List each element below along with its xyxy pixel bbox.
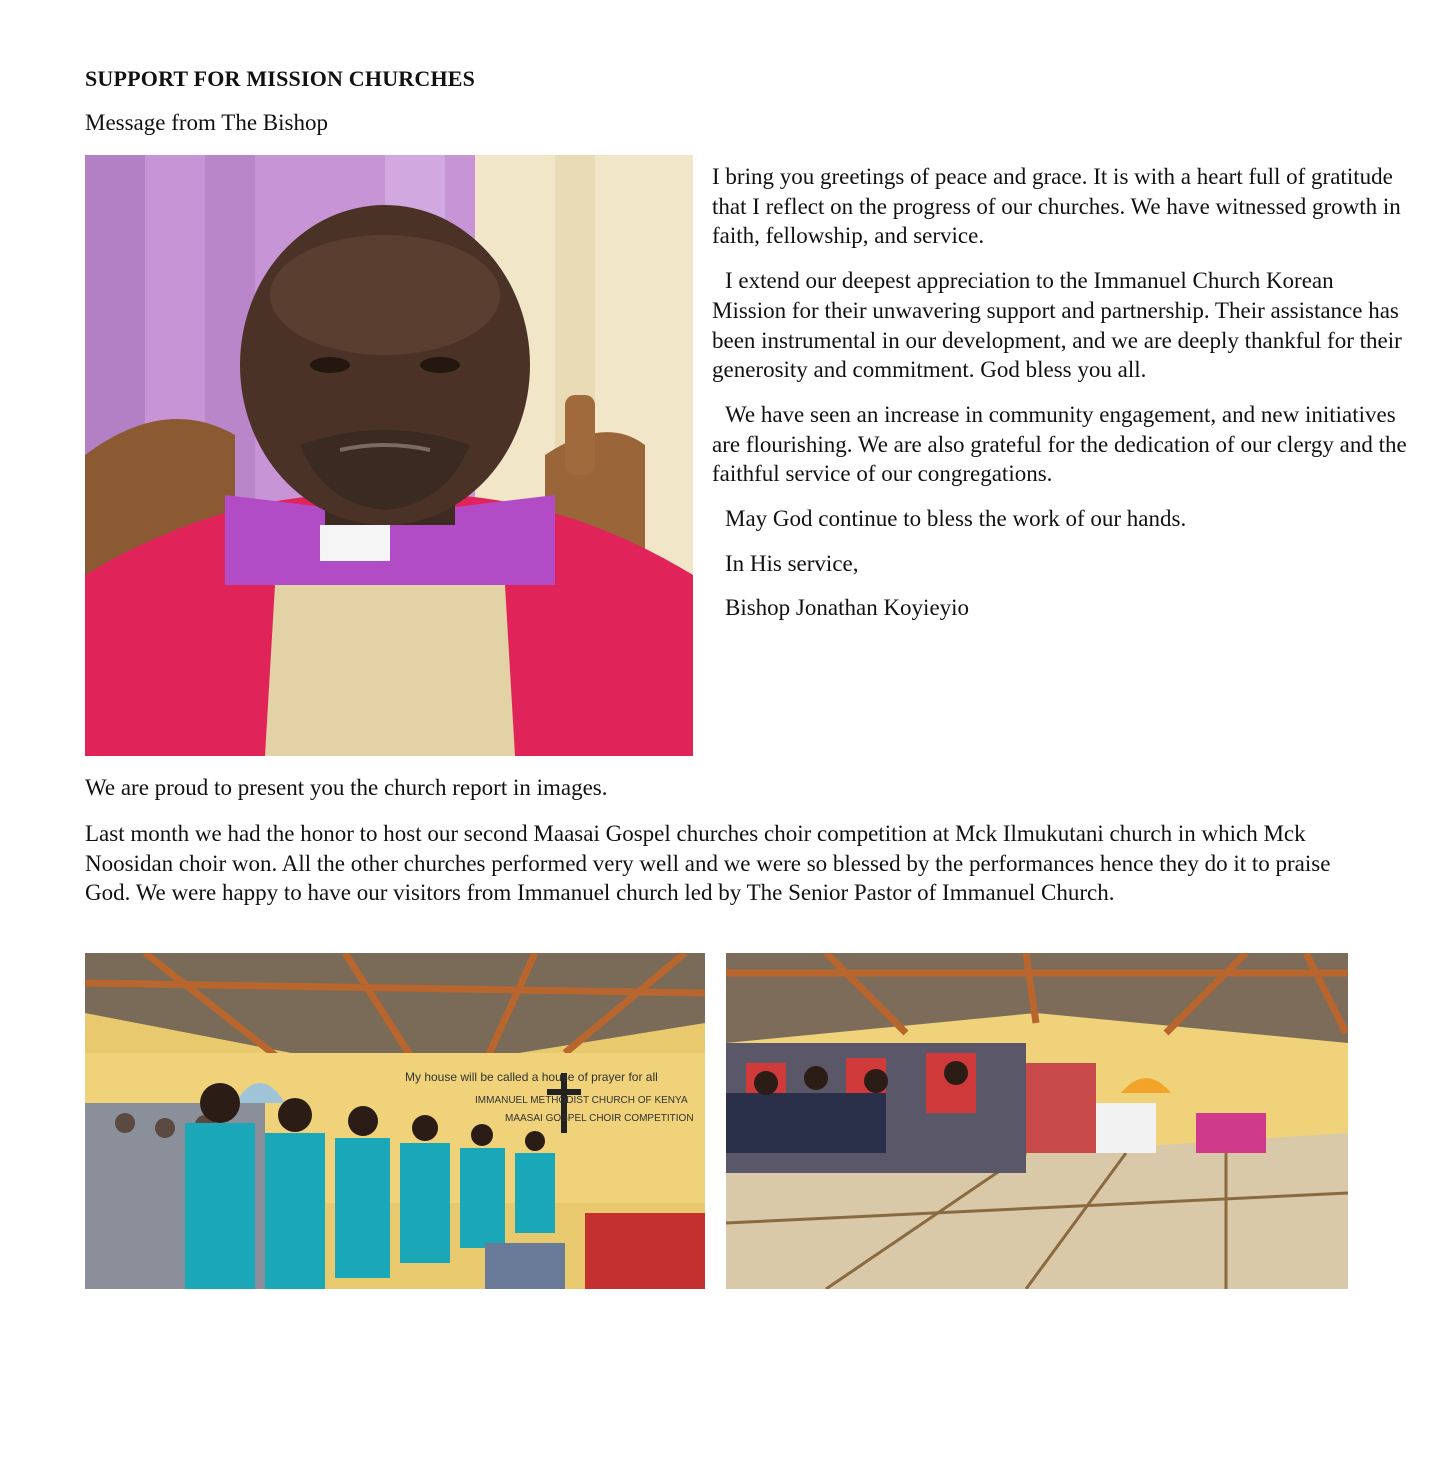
- bishop-portrait-photo: [85, 155, 693, 756]
- message-paragraph-appreciation: I extend our deepest appreciation to the Immanuel Church Korean Mission for their unwavering support and partnership. Their assistance has been instrumental in our development, and we are deeply thankful for their generosity and commitment. God bless you all.: [712, 268, 1402, 383]
- church-wall-event: MAASAI GOSPEL CHOIR COMPETITION: [505, 1113, 694, 1124]
- bishop-message: [712, 162, 1412, 638]
- report-intro: We are proud to present you the church report in images.: [85, 775, 608, 800]
- report-paragraph: Last month we had the honor to host our second Maasai Gospel churches choir competition at Mck Ilmukutani church in which Mck Noosidan choir won. All the other churches performed very well and we were so blessed by the performances hence they do it to praise God. We were happy to have our visitors from Immanuel church led by The Senior Pastor of Immanuel Church.: [85, 821, 1331, 905]
- church-wall-name: IMMANUEL METHODIST CHURCH OF KENYA: [475, 1095, 688, 1106]
- message-paragraph-greeting: I bring you greetings of peace and grace. It is with a heart full of gratitude that I reflect on the progress of our churches. We have witnessed growth in faith, fellowship, and service.: [712, 164, 1401, 249]
- choir-competition-photo-2: [726, 953, 1348, 1289]
- message-paragraph-blessing: May God continue to bless the work of our hands.: [725, 506, 1187, 532]
- message-paragraph-engagement: We have seen an increase in community engagement, and new initiatives are flourishing. We are also grateful for the dedication of our clergy and the faithful service of our congregations.: [712, 401, 1407, 487]
- choir-competition-photo-1: [85, 953, 705, 1289]
- page-subheading: Message from The Bishop: [85, 110, 328, 135]
- message-closing: In His service,: [725, 550, 859, 576]
- message-signature: Bishop Jonathan Koyieyio: [725, 595, 970, 621]
- page-heading: SUPPORT FOR MISSION CHURCHES: [85, 66, 476, 91]
- church-wall-verse: My house will be called a house of prayer for all: [405, 1070, 658, 1084]
